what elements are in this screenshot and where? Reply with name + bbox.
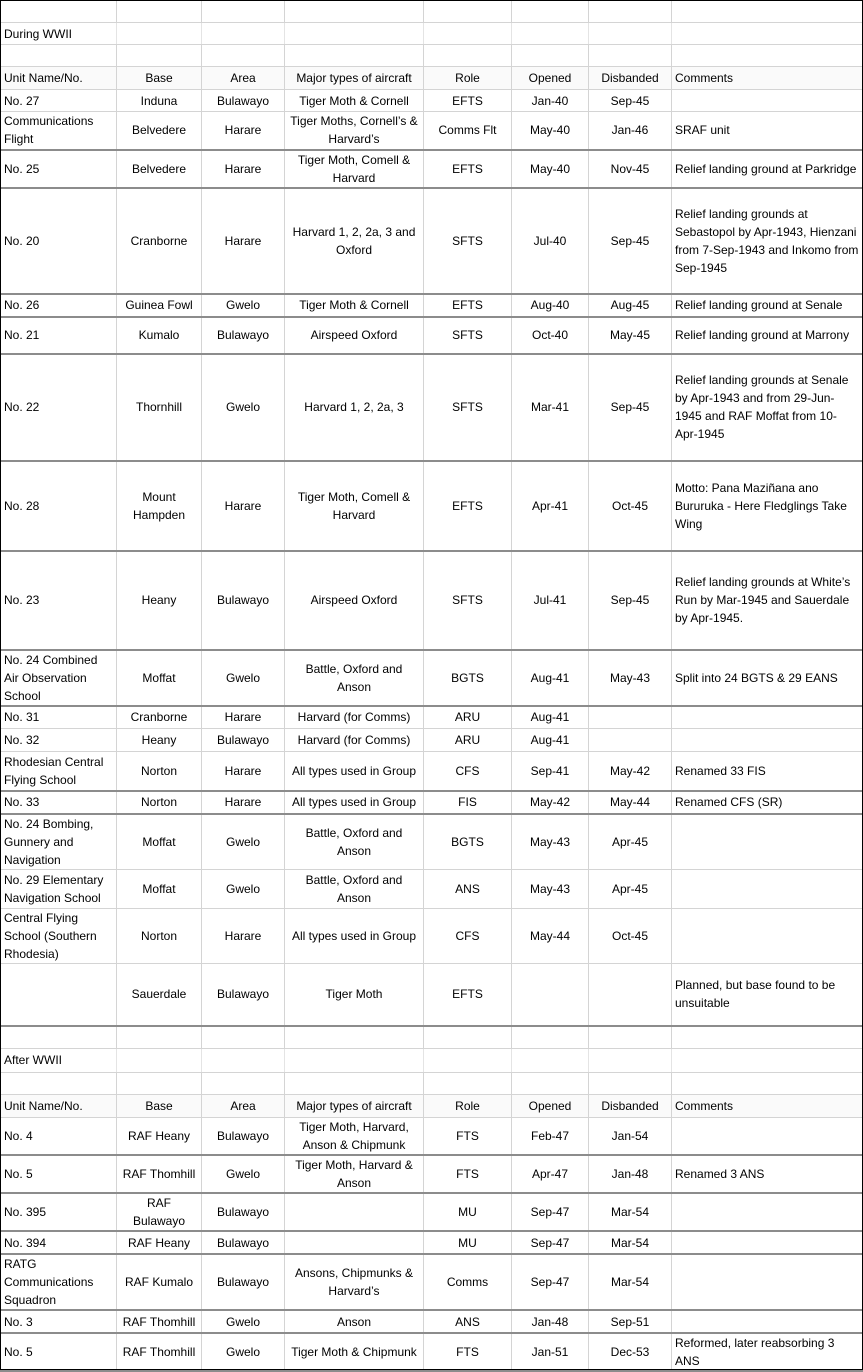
cell[interactable]: Aug-41 — [512, 706, 589, 729]
table-row — [1, 317, 863, 354]
blank-row — [1, 1072, 863, 1094]
cell[interactable]: Induna — [117, 90, 202, 112]
cell[interactable]: SFTS — [424, 354, 512, 461]
cell[interactable]: Gwelo — [202, 294, 285, 317]
cell[interactable]: Guinea Fowl — [117, 294, 202, 317]
cell[interactable]: Aug-41 — [512, 650, 589, 706]
cell[interactable]: No. 21 — [1, 317, 117, 354]
cell[interactable]: Aug-40 — [512, 294, 589, 317]
cell[interactable]: Thornhill — [117, 354, 202, 461]
cell[interactable] — [512, 23, 589, 45]
cell[interactable]: All types used in Group — [285, 752, 424, 791]
table-row — [1, 1333, 863, 1371]
cell[interactable]: Renamed CFS (SR) — [672, 791, 863, 814]
cell[interactable]: Sep-47 — [512, 1231, 589, 1254]
cell[interactable]: Tiger Moth, Comell & Harvard — [285, 461, 424, 551]
table-row — [1, 354, 863, 461]
cell[interactable]: RAF Heany — [117, 1117, 202, 1155]
cell[interactable]: Heany — [117, 729, 202, 752]
cell[interactable]: Anson — [285, 1310, 424, 1333]
cell[interactable]: Battle, Oxford and Anson — [285, 814, 424, 870]
cell[interactable]: May-42 — [512, 791, 589, 814]
cell[interactable] — [202, 1, 285, 23]
cell[interactable]: Belvedere — [117, 112, 202, 150]
cell[interactable]: RAF Thomhill — [117, 1333, 202, 1371]
cell[interactable] — [202, 45, 285, 67]
cell[interactable]: BGTS — [424, 814, 512, 870]
cell[interactable] — [117, 45, 202, 67]
table-row — [1, 150, 863, 188]
table-row — [1, 294, 863, 317]
cell[interactable]: Reformed, later reabsorbing 3 ANS — [672, 1333, 863, 1371]
cell[interactable] — [285, 1231, 424, 1254]
cell[interactable]: FIS — [424, 791, 512, 814]
table-row — [1, 1155, 863, 1193]
cell[interactable]: Relief landing grounds at White’s Run by Mar-1945 and Sauerdale by Apr-1945. — [672, 551, 863, 650]
cell[interactable]: Role — [424, 1094, 512, 1117]
cell[interactable]: Bulawayo — [202, 1231, 285, 1254]
cell[interactable]: No. 24 Combined Air Observation School — [1, 650, 117, 706]
cell[interactable]: No. 24 Bombing, Gunnery and Navigation — [1, 814, 117, 870]
cell[interactable]: RAF Heany — [117, 1231, 202, 1254]
cell[interactable] — [672, 869, 863, 908]
cell[interactable] — [117, 1072, 202, 1094]
cell[interactable]: Harvard 1, 2, 2a, 3 — [285, 354, 424, 461]
cell[interactable]: Ansons, Chipmunks & Harvard’s — [285, 1254, 424, 1310]
table-row — [1, 752, 863, 791]
cell[interactable]: Split into 24 BGTS & 29 EANS — [672, 650, 863, 706]
cell[interactable]: Base — [117, 1094, 202, 1117]
cell[interactable]: Jan-46 — [589, 112, 672, 150]
cell[interactable]: No. 26 — [1, 294, 117, 317]
cell[interactable]: No. 33 — [1, 791, 117, 814]
cell[interactable]: Belvedere — [117, 150, 202, 188]
cell[interactable] — [672, 908, 863, 963]
table-row — [1, 706, 863, 729]
cell[interactable]: Disbanded — [589, 67, 672, 90]
section-title-row — [1, 1048, 863, 1072]
cell[interactable]: Bulawayo — [202, 551, 285, 650]
cell[interactable]: Aug-41 — [512, 729, 589, 752]
cell[interactable]: Jul-41 — [512, 551, 589, 650]
cell[interactable] — [202, 1026, 285, 1048]
cell[interactable]: No. 22 — [1, 354, 117, 461]
cell[interactable]: No. 23 — [1, 551, 117, 650]
table-row — [1, 963, 863, 1026]
cell[interactable]: Apr-47 — [512, 1155, 589, 1193]
cell[interactable]: Aug-45 — [589, 294, 672, 317]
section-title[interactable]: During WWII — [1, 23, 117, 45]
table-row — [1, 90, 863, 112]
cell[interactable] — [285, 23, 424, 45]
cell[interactable]: No. 395 — [1, 1193, 117, 1231]
cell[interactable]: Norton — [117, 791, 202, 814]
cell[interactable] — [589, 729, 672, 752]
cell[interactable]: Relief landing ground at Senale — [672, 294, 863, 317]
table-row — [1, 551, 863, 650]
cell[interactable] — [672, 1254, 863, 1310]
cell[interactable]: Airspeed Oxford — [285, 551, 424, 650]
cell[interactable]: ANS — [424, 1310, 512, 1333]
cell[interactable]: FTS — [424, 1117, 512, 1155]
cell[interactable]: SFTS — [424, 551, 512, 650]
cell[interactable]: No. 20 — [1, 188, 117, 294]
cell[interactable]: Harare — [202, 150, 285, 188]
cell[interactable]: EFTS — [424, 90, 512, 112]
cell[interactable] — [424, 1026, 512, 1048]
cell[interactable] — [285, 1048, 424, 1072]
cell[interactable] — [1, 1, 117, 23]
cell[interactable] — [589, 1, 672, 23]
cell[interactable]: Unit Name/No. — [1, 67, 117, 90]
cell[interactable]: May-44 — [512, 908, 589, 963]
blank-row — [1, 1026, 863, 1048]
cell[interactable]: May-45 — [589, 317, 672, 354]
cell[interactable]: Tiger Moth — [285, 963, 424, 1026]
cell[interactable]: No. 25 — [1, 150, 117, 188]
cell[interactable] — [589, 1048, 672, 1072]
cell[interactable]: Harare — [202, 188, 285, 294]
table-row — [1, 729, 863, 752]
cell[interactable] — [672, 1193, 863, 1231]
cell[interactable] — [1, 1026, 117, 1048]
cell[interactable]: Mar-41 — [512, 354, 589, 461]
cell[interactable]: All types used in Group — [285, 791, 424, 814]
table-row — [1, 188, 863, 294]
cell[interactable]: Tiger Moth & Chipmunk — [285, 1333, 424, 1371]
cell[interactable] — [672, 814, 863, 870]
blank-row — [1, 45, 863, 67]
cell[interactable]: Major types of aircraft — [285, 67, 424, 90]
cell[interactable]: SFTS — [424, 188, 512, 294]
cell[interactable]: May-43 — [512, 814, 589, 870]
cell[interactable]: Comments — [672, 67, 863, 90]
cell[interactable]: May-40 — [512, 150, 589, 188]
cell[interactable] — [512, 963, 589, 1026]
cell[interactable] — [512, 1, 589, 23]
cell[interactable]: Bulawayo — [202, 1117, 285, 1155]
cell[interactable] — [672, 1, 863, 23]
cell[interactable]: Sep-47 — [512, 1254, 589, 1310]
table-row — [1, 461, 863, 551]
cell[interactable]: Disbanded — [589, 1094, 672, 1117]
table-row — [1, 791, 863, 814]
cell[interactable]: Cranborne — [117, 188, 202, 294]
cell[interactable]: Gwelo — [202, 354, 285, 461]
cell[interactable]: No. 394 — [1, 1231, 117, 1254]
cell[interactable]: Opened — [512, 1094, 589, 1117]
cell[interactable]: Sep-45 — [589, 90, 672, 112]
table-row — [1, 1117, 863, 1155]
cell[interactable]: May-43 — [589, 650, 672, 706]
table-row — [1, 1193, 863, 1231]
cell[interactable]: Comments — [672, 1094, 863, 1117]
cell[interactable]: RAF Thomhill — [117, 1310, 202, 1333]
cell[interactable]: RATG Communications Squadron — [1, 1254, 117, 1310]
table-row — [1, 650, 863, 706]
cell[interactable]: Sauerdale — [117, 963, 202, 1026]
cell[interactable]: EFTS — [424, 461, 512, 551]
cell[interactable] — [1, 1072, 117, 1094]
cell[interactable] — [285, 1193, 424, 1231]
cell[interactable]: Harare — [202, 908, 285, 963]
cell[interactable]: Mount Hampden — [117, 461, 202, 551]
cell[interactable]: Oct-45 — [589, 908, 672, 963]
cell[interactable] — [589, 706, 672, 729]
cell[interactable]: Unit Name/No. — [1, 1094, 117, 1117]
cell[interactable]: FTS — [424, 1155, 512, 1193]
cell[interactable]: May-40 — [512, 112, 589, 150]
cell[interactable]: No. 27 — [1, 90, 117, 112]
cell[interactable]: Harare — [202, 752, 285, 791]
cell[interactable] — [202, 1072, 285, 1094]
table-row — [1, 112, 863, 150]
cell[interactable]: Sep-45 — [589, 354, 672, 461]
cell[interactable]: Moffat — [117, 650, 202, 706]
cell[interactable] — [589, 23, 672, 45]
cell[interactable]: Tiger Moths, Cornell’s & Harvard’s — [285, 112, 424, 150]
cell[interactable]: Comms Flt — [424, 112, 512, 150]
cell[interactable] — [202, 23, 285, 45]
cell[interactable]: Role — [424, 67, 512, 90]
cell[interactable]: Relief landing grounds at Sebastopol by Apr-1943, Hienzani from 7-Sep-1943 and Inkomo from Sep-1945 — [672, 188, 863, 294]
cell[interactable] — [672, 1310, 863, 1333]
cell[interactable]: Central Flying School (Southern Rhodesia) — [1, 908, 117, 963]
cell[interactable]: Bulawayo — [202, 90, 285, 112]
cell[interactable]: Moffat — [117, 814, 202, 870]
cell[interactable]: Major types of aircraft — [285, 1094, 424, 1117]
cell[interactable]: No. 29 Elementary Navigation School — [1, 869, 117, 908]
cell[interactable]: Comms — [424, 1254, 512, 1310]
cell[interactable]: Relief landing grounds at Senale by Apr-1943 and from 29-Jun-1945 and RAF Moffat from 10-Apr-1945 — [672, 354, 863, 461]
cell[interactable]: Battle, Oxford and Anson — [285, 650, 424, 706]
cell[interactable]: Jul-40 — [512, 188, 589, 294]
cell[interactable] — [589, 1072, 672, 1094]
cell[interactable]: Nov-45 — [589, 150, 672, 188]
cell[interactable]: Harvard (for Comms) — [285, 729, 424, 752]
cell[interactable] — [285, 1, 424, 23]
blank-row — [1, 1, 863, 23]
cell[interactable]: Motto: Pana Maziñana ano Bururuka - Here Fledglings Take Wing — [672, 461, 863, 551]
cell[interactable]: Apr-41 — [512, 461, 589, 551]
cell[interactable]: Harare — [202, 791, 285, 814]
cell[interactable]: No. 31 — [1, 706, 117, 729]
cell[interactable] — [512, 1026, 589, 1048]
cell[interactable] — [589, 963, 672, 1026]
cell[interactable]: Harare — [202, 461, 285, 551]
cell[interactable]: Harare — [202, 112, 285, 150]
cell[interactable]: May-43 — [512, 869, 589, 908]
cell[interactable]: Jan-48 — [512, 1310, 589, 1333]
cell[interactable]: Apr-45 — [589, 814, 672, 870]
cell[interactable]: Bulawayo — [202, 317, 285, 354]
cell[interactable]: Kumalo — [117, 317, 202, 354]
cell[interactable]: ANS — [424, 869, 512, 908]
cell[interactable] — [117, 1026, 202, 1048]
cell[interactable] — [117, 1048, 202, 1072]
cell[interactable]: Renamed 3 ANS — [672, 1155, 863, 1193]
cell[interactable]: Relief landing ground at Marrony — [672, 317, 863, 354]
cell[interactable]: MU — [424, 1231, 512, 1254]
table-row — [1, 869, 863, 908]
cell[interactable]: Jan-48 — [589, 1155, 672, 1193]
cell[interactable]: ARU — [424, 729, 512, 752]
cell[interactable]: Dec-53 — [589, 1333, 672, 1371]
cell[interactable] — [117, 23, 202, 45]
cell[interactable]: Oct-40 — [512, 317, 589, 354]
cell[interactable]: Apr-45 — [589, 869, 672, 908]
cell[interactable] — [1, 45, 117, 67]
cell[interactable]: ARU — [424, 706, 512, 729]
cell[interactable] — [1, 963, 117, 1026]
cell[interactable]: EFTS — [424, 963, 512, 1026]
cell[interactable] — [512, 1072, 589, 1094]
cell[interactable]: Tiger Moth & Cornell — [285, 294, 424, 317]
cell[interactable]: Mar-54 — [589, 1193, 672, 1231]
cell[interactable]: Mar-54 — [589, 1254, 672, 1310]
header-row — [1, 1094, 863, 1117]
cell[interactable]: Sep-51 — [589, 1310, 672, 1333]
cell[interactable]: No. 3 — [1, 1310, 117, 1333]
cell[interactable]: Gwelo — [202, 869, 285, 908]
section-title-row — [1, 23, 863, 45]
cell[interactable]: Tiger Moth, Harvard & Anson — [285, 1155, 424, 1193]
cell[interactable]: CFS — [424, 908, 512, 963]
cell[interactable] — [202, 1048, 285, 1072]
cell[interactable]: Base — [117, 67, 202, 90]
cell[interactable] — [672, 1026, 863, 1048]
cell[interactable]: Gwelo — [202, 1333, 285, 1371]
cell[interactable]: Sep-45 — [589, 551, 672, 650]
cell[interactable]: Harvard (for Comms) — [285, 706, 424, 729]
cell[interactable]: Gwelo — [202, 1310, 285, 1333]
cell[interactable] — [672, 1231, 863, 1254]
table-row — [1, 814, 863, 870]
cell[interactable]: RAF Bulawayo — [117, 1193, 202, 1231]
cell[interactable]: Sep-41 — [512, 752, 589, 791]
cell[interactable]: Harvard 1, 2, 2a, 3 and Oxford — [285, 188, 424, 294]
cell[interactable]: Relief landing ground at Parkridge — [672, 150, 863, 188]
cell[interactable] — [424, 1072, 512, 1094]
cell[interactable]: Bulawayo — [202, 1193, 285, 1231]
table-row — [1, 1310, 863, 1333]
cell[interactable]: All types used in Group — [285, 908, 424, 963]
cell[interactable]: EFTS — [424, 294, 512, 317]
cell[interactable] — [512, 1048, 589, 1072]
cell[interactable]: Area — [202, 67, 285, 90]
header-row — [1, 67, 863, 90]
cell[interactable] — [589, 1026, 672, 1048]
cell[interactable]: Tiger Moth & Cornell — [285, 90, 424, 112]
cell[interactable]: No. 28 — [1, 461, 117, 551]
cell[interactable]: Oct-45 — [589, 461, 672, 551]
cell[interactable]: Jan-51 — [512, 1333, 589, 1371]
cell[interactable] — [285, 1072, 424, 1094]
cell[interactable] — [285, 1026, 424, 1048]
cell[interactable]: Bulawayo — [202, 963, 285, 1026]
cell[interactable]: Gwelo — [202, 814, 285, 870]
cell[interactable]: No. 32 — [1, 729, 117, 752]
cell[interactable]: Area — [202, 1094, 285, 1117]
cell[interactable] — [424, 1048, 512, 1072]
cell[interactable] — [589, 45, 672, 67]
table-row — [1, 1254, 863, 1310]
cell[interactable]: MU — [424, 1193, 512, 1231]
cell[interactable] — [672, 45, 863, 67]
cell[interactable]: FTS — [424, 1333, 512, 1371]
cell[interactable]: Opened — [512, 67, 589, 90]
cell[interactable]: Communications Flight — [1, 112, 117, 150]
cell[interactable] — [672, 1117, 863, 1155]
cell[interactable] — [424, 23, 512, 45]
cell[interactable] — [672, 706, 863, 729]
cell[interactable]: Battle, Oxford and Anson — [285, 869, 424, 908]
cell[interactable]: CFS — [424, 752, 512, 791]
cell[interactable] — [424, 45, 512, 67]
cell[interactable]: Planned, but base found to be unsuitable — [672, 963, 863, 1026]
cell[interactable]: Mar-54 — [589, 1231, 672, 1254]
spreadsheet-body — [1, 1, 863, 1372]
cell[interactable]: Tiger Moth, Comell & Harvard — [285, 150, 424, 188]
cell[interactable]: RAF Kumalo — [117, 1254, 202, 1310]
cell[interactable]: Sep-45 — [589, 188, 672, 294]
cell[interactable]: EFTS — [424, 150, 512, 188]
table-row — [1, 908, 863, 963]
cell[interactable]: No. 5 — [1, 1333, 117, 1371]
cell[interactable] — [672, 90, 863, 112]
cell[interactable]: Gwelo — [202, 1155, 285, 1193]
cell[interactable]: Harare — [202, 706, 285, 729]
cell[interactable]: BGTS — [424, 650, 512, 706]
cell[interactable]: May-44 — [589, 791, 672, 814]
cell[interactable]: Feb-47 — [512, 1117, 589, 1155]
cell[interactable]: Jan-40 — [512, 90, 589, 112]
cell[interactable]: Rhodesian Central Flying School — [1, 752, 117, 791]
cell[interactable]: No. 4 — [1, 1117, 117, 1155]
cell[interactable]: SFTS — [424, 317, 512, 354]
cell[interactable]: Cranborne — [117, 706, 202, 729]
section-title[interactable]: After WWII — [1, 1048, 117, 1072]
cell[interactable]: Norton — [117, 752, 202, 791]
cell[interactable]: SRAF unit — [672, 112, 863, 150]
cell[interactable]: No. 5 — [1, 1155, 117, 1193]
cell[interactable]: Moffat — [117, 869, 202, 908]
cell[interactable] — [672, 1072, 863, 1094]
cell[interactable]: Bulawayo — [202, 1254, 285, 1310]
cell[interactable] — [117, 1, 202, 23]
cell[interactable]: Gwelo — [202, 650, 285, 706]
cell[interactable] — [672, 23, 863, 45]
cell[interactable] — [512, 45, 589, 67]
cell[interactable] — [672, 1048, 863, 1072]
table-row — [1, 1231, 863, 1254]
cell[interactable]: Airspeed Oxford — [285, 317, 424, 354]
cell[interactable]: May-42 — [589, 752, 672, 791]
cell[interactable]: RAF Thomhill — [117, 1155, 202, 1193]
cell[interactable]: Norton — [117, 908, 202, 963]
cell[interactable] — [285, 45, 424, 67]
cell[interactable]: Renamed 33 FIS — [672, 752, 863, 791]
cell[interactable]: Tiger Moth, Harvard, Anson & Chipmunk — [285, 1117, 424, 1155]
cell[interactable]: Jan-54 — [589, 1117, 672, 1155]
cell[interactable] — [672, 729, 863, 752]
cell[interactable] — [424, 1, 512, 23]
cell[interactable]: Sep-47 — [512, 1193, 589, 1231]
cell[interactable]: Bulawayo — [202, 729, 285, 752]
cell[interactable]: Heany — [117, 551, 202, 650]
